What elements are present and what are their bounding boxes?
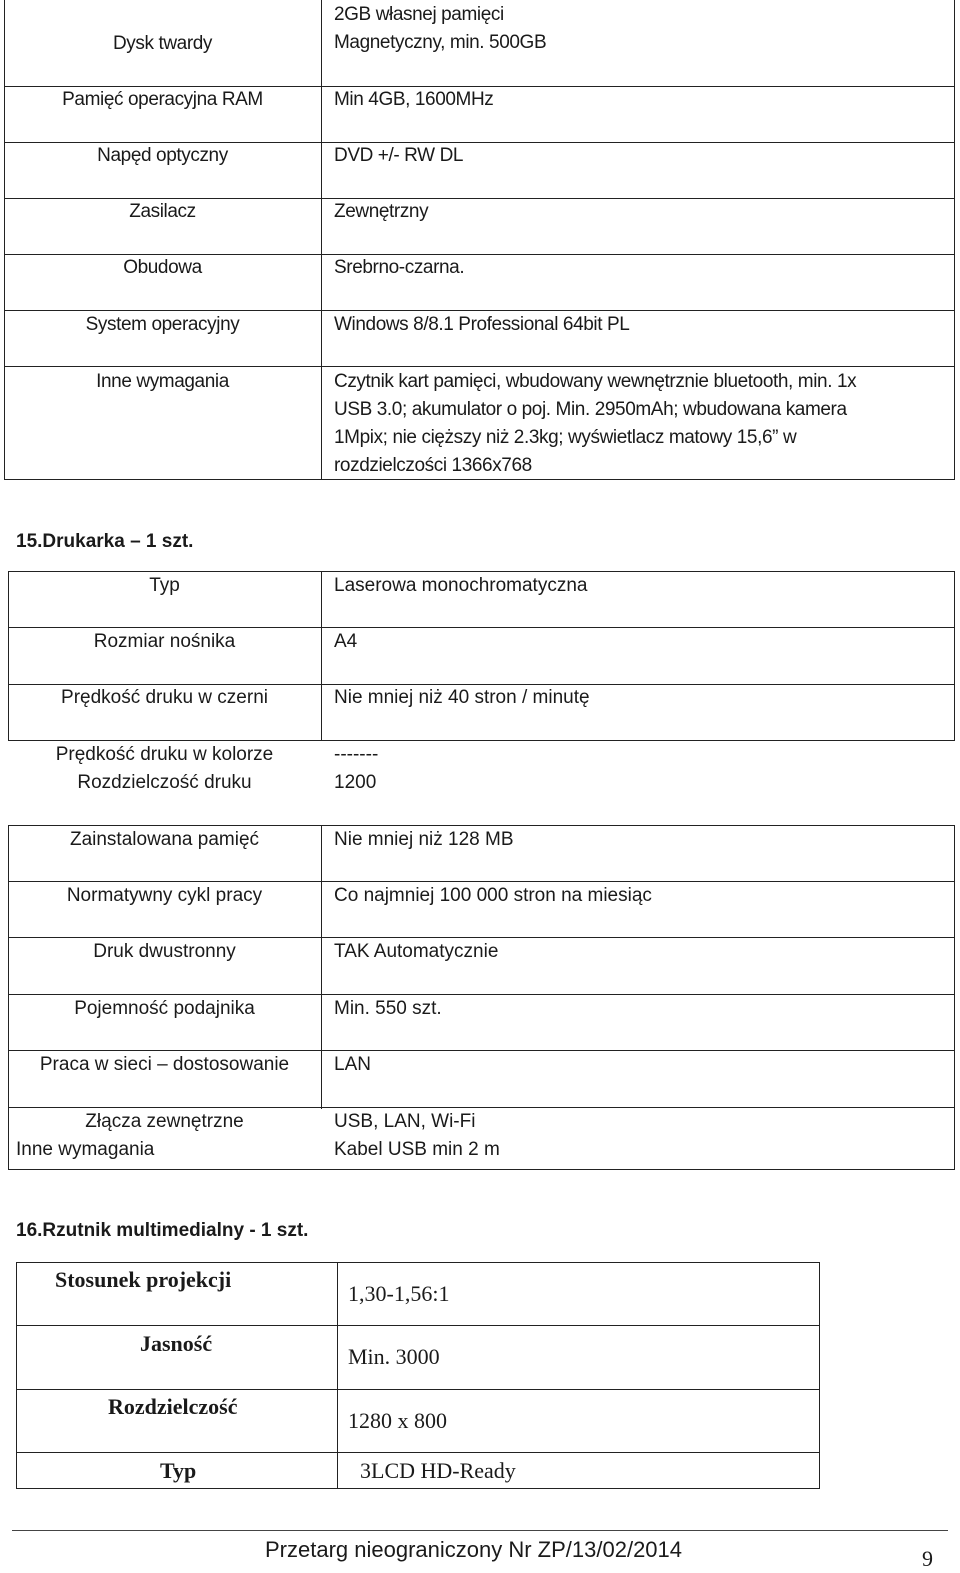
printer-value-mono-speed: Nie mniej niż 40 stron / minutę <box>334 687 590 708</box>
printer-value-type: Laserowa monochromatyczna <box>334 575 588 596</box>
spec-label-os: System operacyjny <box>85 314 240 335</box>
printer-value-media-size: A4 <box>334 631 358 652</box>
projector-label-throw-ratio: Stosunek projekcji <box>55 1267 232 1292</box>
spec-value-power-supply: Zewnętrzny <box>334 201 429 222</box>
projector-heading: 16.Rzutnik multimedialny - 1 szt. <box>16 1220 309 1241</box>
printer-label-duty-cycle: Normatywny cykl pracy <box>66 885 263 906</box>
printer-value-network: LAN <box>334 1054 371 1075</box>
spec-value-os: Windows 8/8.1 Professional 64bit PL <box>334 314 630 335</box>
projector-value-type: 3LCD HD-Ready <box>360 1458 516 1483</box>
spec-value-other-line1: Czytnik kart pamięci, wbudowany wewnętrznie bluetooth, min. 1x <box>334 371 857 392</box>
printer-label-media-size: Rozmiar nośnika <box>93 631 236 652</box>
printer-label-ports: Złącza zewnętrzne <box>85 1111 244 1132</box>
printer-value-ports: USB, LAN, Wi-Fi <box>334 1111 476 1132</box>
spec-value-case: Srebrno-czarna. <box>334 257 465 278</box>
printer-label-color-speed: Prędkość druku w kolorze <box>55 744 274 765</box>
spec-label-case: Obudowa <box>123 257 202 278</box>
printer-value-resolution: 1200 <box>334 772 377 793</box>
projector-value-resolution: 1280 x 800 <box>348 1408 447 1433</box>
printer-value-tray-capacity: Min. 550 szt. <box>334 998 442 1019</box>
spec-value-ram: Min 4GB, 1600MHz <box>334 89 494 110</box>
printer-label-type: Typ <box>149 575 180 596</box>
printer-label-resolution: Rozdzielczość druku <box>77 772 252 793</box>
spec-value-optical-drive: DVD +/- RW DL <box>334 145 464 166</box>
printer-label-tray-capacity: Pojemność podajnika <box>74 998 255 1019</box>
footer-tender-number: Przetarg nieograniczony Nr ZP/13/02/2014 <box>265 1537 683 1562</box>
printer-label-mono-speed: Prędkość druku w czerni <box>61 687 268 708</box>
page-number: 9 <box>922 1546 933 1571</box>
printer-label-duplex: Druk dwustronny <box>93 941 236 962</box>
spec-label-other: Inne wymagania <box>96 371 229 392</box>
projector-label-type: Typ <box>160 1458 197 1483</box>
projector-label-resolution: Rozdzielczość <box>108 1394 238 1419</box>
printer-value-other: Kabel USB min 2 m <box>334 1139 500 1160</box>
spec-value-other-line4: rozdzielczości 1366x768 <box>334 455 532 476</box>
printer-label-other: Inne wymagania <box>16 1139 155 1160</box>
spec-value-other-line2: USB 3.0; akumulator o poj. Min. 2950mAh; wbudowana kamera <box>334 399 847 420</box>
spec-label-hdd: Dysk twardy <box>112 33 213 54</box>
footer-rule <box>12 1530 948 1531</box>
spec-label-power-supply: Zasilacz <box>129 201 196 222</box>
printer-value-duty-cycle: Co najmniej 100 000 stron na miesiąc <box>334 885 652 906</box>
spec-value-hdd-line2: Magnetyczny, min. 500GB <box>334 32 547 53</box>
printer-value-duplex: TAK Automatycznie <box>334 941 499 962</box>
spec-label-ram: Pamięć operacyjna RAM <box>62 89 263 110</box>
printer-value-color-speed: ------- <box>334 744 379 765</box>
printer-value-memory: Nie mniej niż 128 MB <box>334 829 514 850</box>
projector-value-throw-ratio: 1,30-1,56:1 <box>348 1281 450 1306</box>
spec-label-optical-drive: Napęd optyczny <box>97 145 228 166</box>
printer-heading: 15.Drukarka – 1 szt. <box>16 531 194 552</box>
projector-label-brightness: Jasność <box>140 1331 213 1356</box>
printer-label-network: Praca w sieci – dostosowanie <box>39 1054 290 1075</box>
projector-value-brightness: Min. 3000 <box>348 1344 440 1369</box>
printer-label-memory: Zainstalowana pamięć <box>69 829 260 850</box>
spec-value-other-line3: 1Mpix; nie cięższy niż 2.3kg; wyświetlacz matowy 15,6” w <box>334 427 797 448</box>
spec-value-hdd-line1: 2GB własnej pamięci <box>334 4 504 25</box>
